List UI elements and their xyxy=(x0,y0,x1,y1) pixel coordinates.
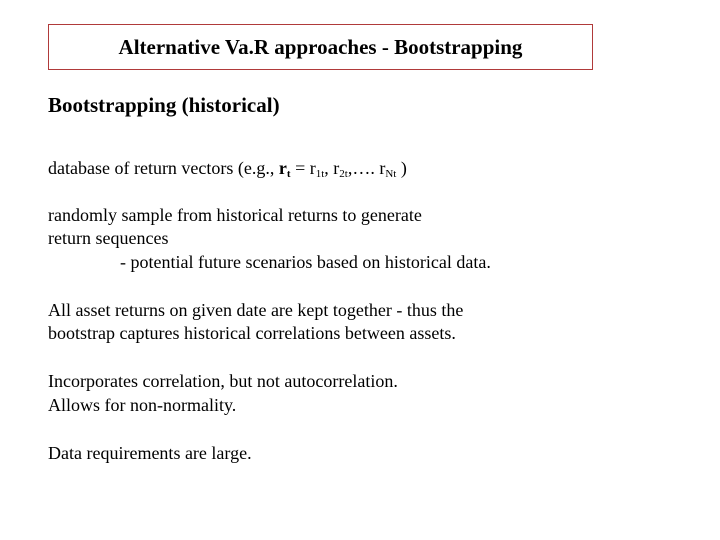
slide-title-box xyxy=(48,24,593,70)
paragraph2-line2: bootstrap captures historical correlations between assets. xyxy=(48,323,456,343)
vector-subscript: t xyxy=(286,168,291,180)
database-suffix: ) xyxy=(396,158,407,178)
r1-subscript: 1t xyxy=(315,168,325,180)
r2-subscript: 2t xyxy=(339,168,348,180)
slide-title: Alternative Va.R approaches - Bootstrapping xyxy=(118,34,523,59)
paragraph4-line1: Data requirements are large. xyxy=(48,443,252,463)
paragraph3-line2: Allows for non-normality. xyxy=(48,395,237,415)
rN-subscript: Nt xyxy=(385,168,397,180)
database-prefix: database of return vectors (e.g., xyxy=(48,158,279,178)
paragraph1-line1: randomly sample from historical returns to generate xyxy=(48,205,422,225)
database-line xyxy=(48,157,407,179)
paragraph3-line1: Incorporates correlation, but not autocorrelation. xyxy=(48,371,398,391)
separator-1: , r xyxy=(324,158,340,178)
paragraph1-line3: - potential future scenarios based on historical data. xyxy=(120,252,491,272)
paragraph1-line2: return sequences xyxy=(48,228,169,248)
equals-r: = r xyxy=(290,158,316,178)
vector-symbol: r xyxy=(278,158,287,178)
separator-2: ,…. r xyxy=(347,158,386,178)
paragraph2-line1: All asset returns on given date are kept together - thus the xyxy=(48,300,464,320)
section-heading: Bootstrapping (historical) xyxy=(48,93,280,117)
